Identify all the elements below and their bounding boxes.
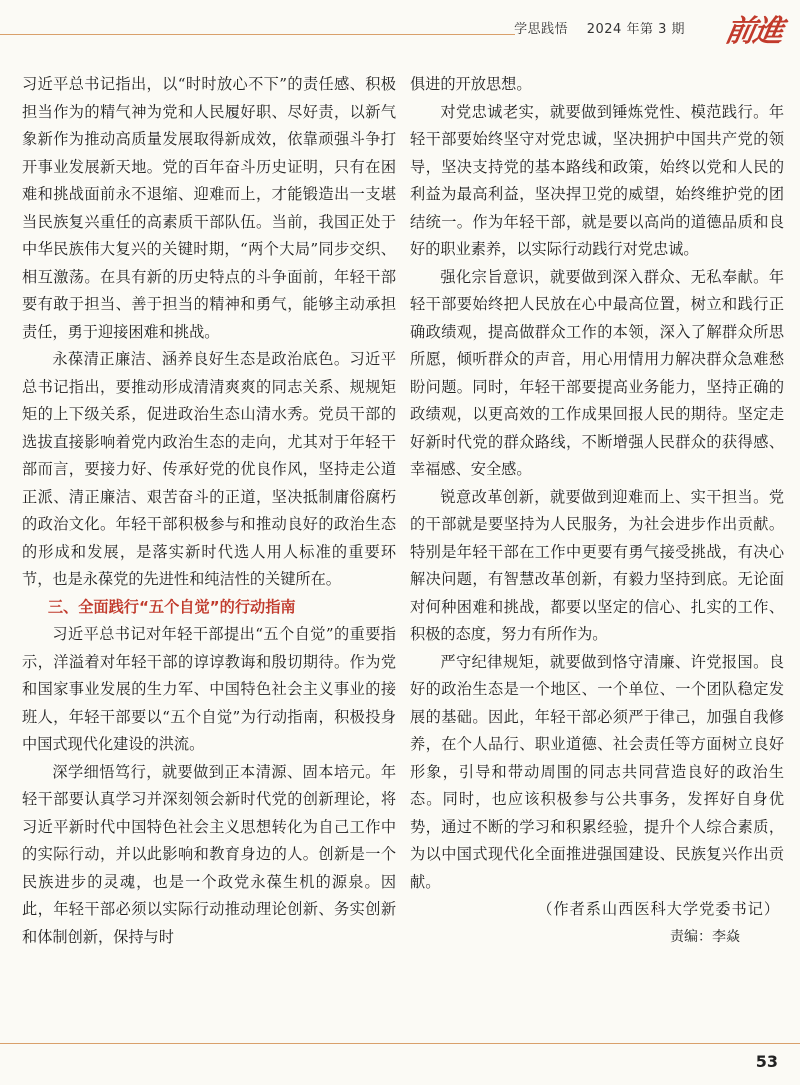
paragraph: 永葆清正廉洁、涵养良好生态是政治底色。习近平总书记指出，要推动形成清清爽爽的同志关系、规规矩矩的上下级关系，促进政治生态山清水秀。党员干部的选拔直接影响着党内政治生态的走向，尤其对于年轻干部而言，要接力好、传承好党的优良作风，坚持走公道正派、清正廉洁、艰苦奋斗的正道，坚决抵制庸俗腐朽的政治文化。年轻干部积极参与和推动良好的政治生态的形成和发展，是落实新时代选人用人标准的重要环节，也是永葆党的先进性和纯洁性的关键所在。: [22, 350, 396, 588]
paragraph: 强化宗旨意识，就要做到深入群众、无私奉献。年轻干部要始终把人民放在心中最高位置，树立和践行正确政绩观，提高做群众工作的本领，深入了解群众所思所愿，倾听群众的声音，用心用情用力解决群众急难愁盼问题。同时，年轻干部要提高业务能力，坚持正确的政绩观，以更高效的工作成果回报人民的期待。坚定走好新时代党的群众路线，不断增强人民群众的获得感、幸福感、安全感。: [410, 267, 784, 478]
issue-label: 2024 年第 3 期: [586, 22, 685, 37]
author-note: （作者系山西医科大学党委书记）: [537, 900, 780, 918]
paragraph-continuation: 俱进的开放思想。: [410, 75, 532, 93]
paragraph: 锐意改革创新，就要做到迎难而上、实干担当。党的干部就是要坚持为人民服务，为社会进步作出贡献。特别是年轻干部在工作中更要有勇气接受挑战，有决心解决问题，有智慧改革创新，有毅力坚持到底。无论面对何种困难和挑战，都要以坚定的信心、扎实的工作、积极的态度，努力有所作为。: [410, 487, 784, 643]
editor-credit: 责编：李焱: [670, 928, 740, 945]
page-number: 53: [755, 1052, 778, 1071]
footer-rule: [0, 1043, 800, 1044]
article-body: [22, 71, 782, 1031]
right-column: [410, 71, 784, 951]
paragraph: 深学细悟笃行，就要做到正本清源、固本培元。年轻干部要认真学习并深刻领会新时代党的创新理论，将习近平新时代中国特色社会主义思想转化为自己工作中的实际行动，并以此影响和教育身边的人。创新是一个民族进步的灵魂，也是一个政党永葆生机的源泉。因此，年轻干部必须以实际行动推动理论创新、务实创新和体制创新，保持与时: [22, 762, 396, 946]
page-header: [0, 0, 800, 49]
journal-section-name: 学思践悟: [514, 22, 569, 37]
paragraph: 对党忠诚老实，就要做到锤炼党性、模范践行。年轻干部要始终坚守对党忠诚，坚决拥护中国共产党的领导，坚决支持党的基本路线和政策，始终以党和人民的利益为最高利益，坚决捍卫党的威望，始终维护党的团结统一。作为年轻干部，就是要以高尚的道德品质和良好的职业素养，以实际行动践行对党忠诚。: [410, 102, 784, 258]
paragraph: 严守纪律规矩，就要做到恪守清廉、许党报国。良好的政治生态是一个地区、一个单位、一个团队稳定发展的基础。因此，年轻干部必须严于律己，加强自我修养，在个人品行、职业道德、社会责任等方面树立良好形象，引导和带动周围的同志共同营造良好的政治生态。同时，也应该积极参与公共事务，发挥好自身优势，通过不断的学习和积累经验，提升个人综合素质，为以中国式现代化全面推进强国建设、民族复兴作出贡献。: [410, 652, 784, 891]
magazine-logo: 前進: [722, 14, 785, 49]
header-rule: [0, 34, 515, 35]
header-title: [514, 18, 685, 37]
paragraph: 习近平总书记对年轻干部提出“五个自觉”的重要指示，洋溢着对年轻干部的谆谆教诲和殷切期待。作为党和国家事业发展的生力军、中国特色社会主义事业的接班人，年轻干部要以“五个自觉”为行动指南，积极投身中国式现代化建设的洪流。: [22, 625, 396, 753]
section-heading: 三、全面践行“五个自觉”的行动指南: [47, 597, 296, 616]
left-column: [22, 71, 396, 951]
paragraph: 习近平总书记指出，以“时时放心不下”的责任感、积极担当作为的精气神为党和人民履好职、尽好责，以新气象新作为推动高质量发展取得新成效，依靠顽强斗争打开事业发展新天地。党的百年奋斗历史证明，只有在困难和挑战面前永不退缩、迎难而上，才能锻造出一支堪当民族复兴重任的高素质干部队伍。当前，我国正处于中华民族伟大复兴的关键时期，“两个大局”同步交织、相互激荡。在具有新的历史特点的斗争面前，年轻干部要有敢于担当、善于担当的精神和勇气，能够主动承担责任，勇于迎接困难和挑战。: [22, 75, 396, 341]
